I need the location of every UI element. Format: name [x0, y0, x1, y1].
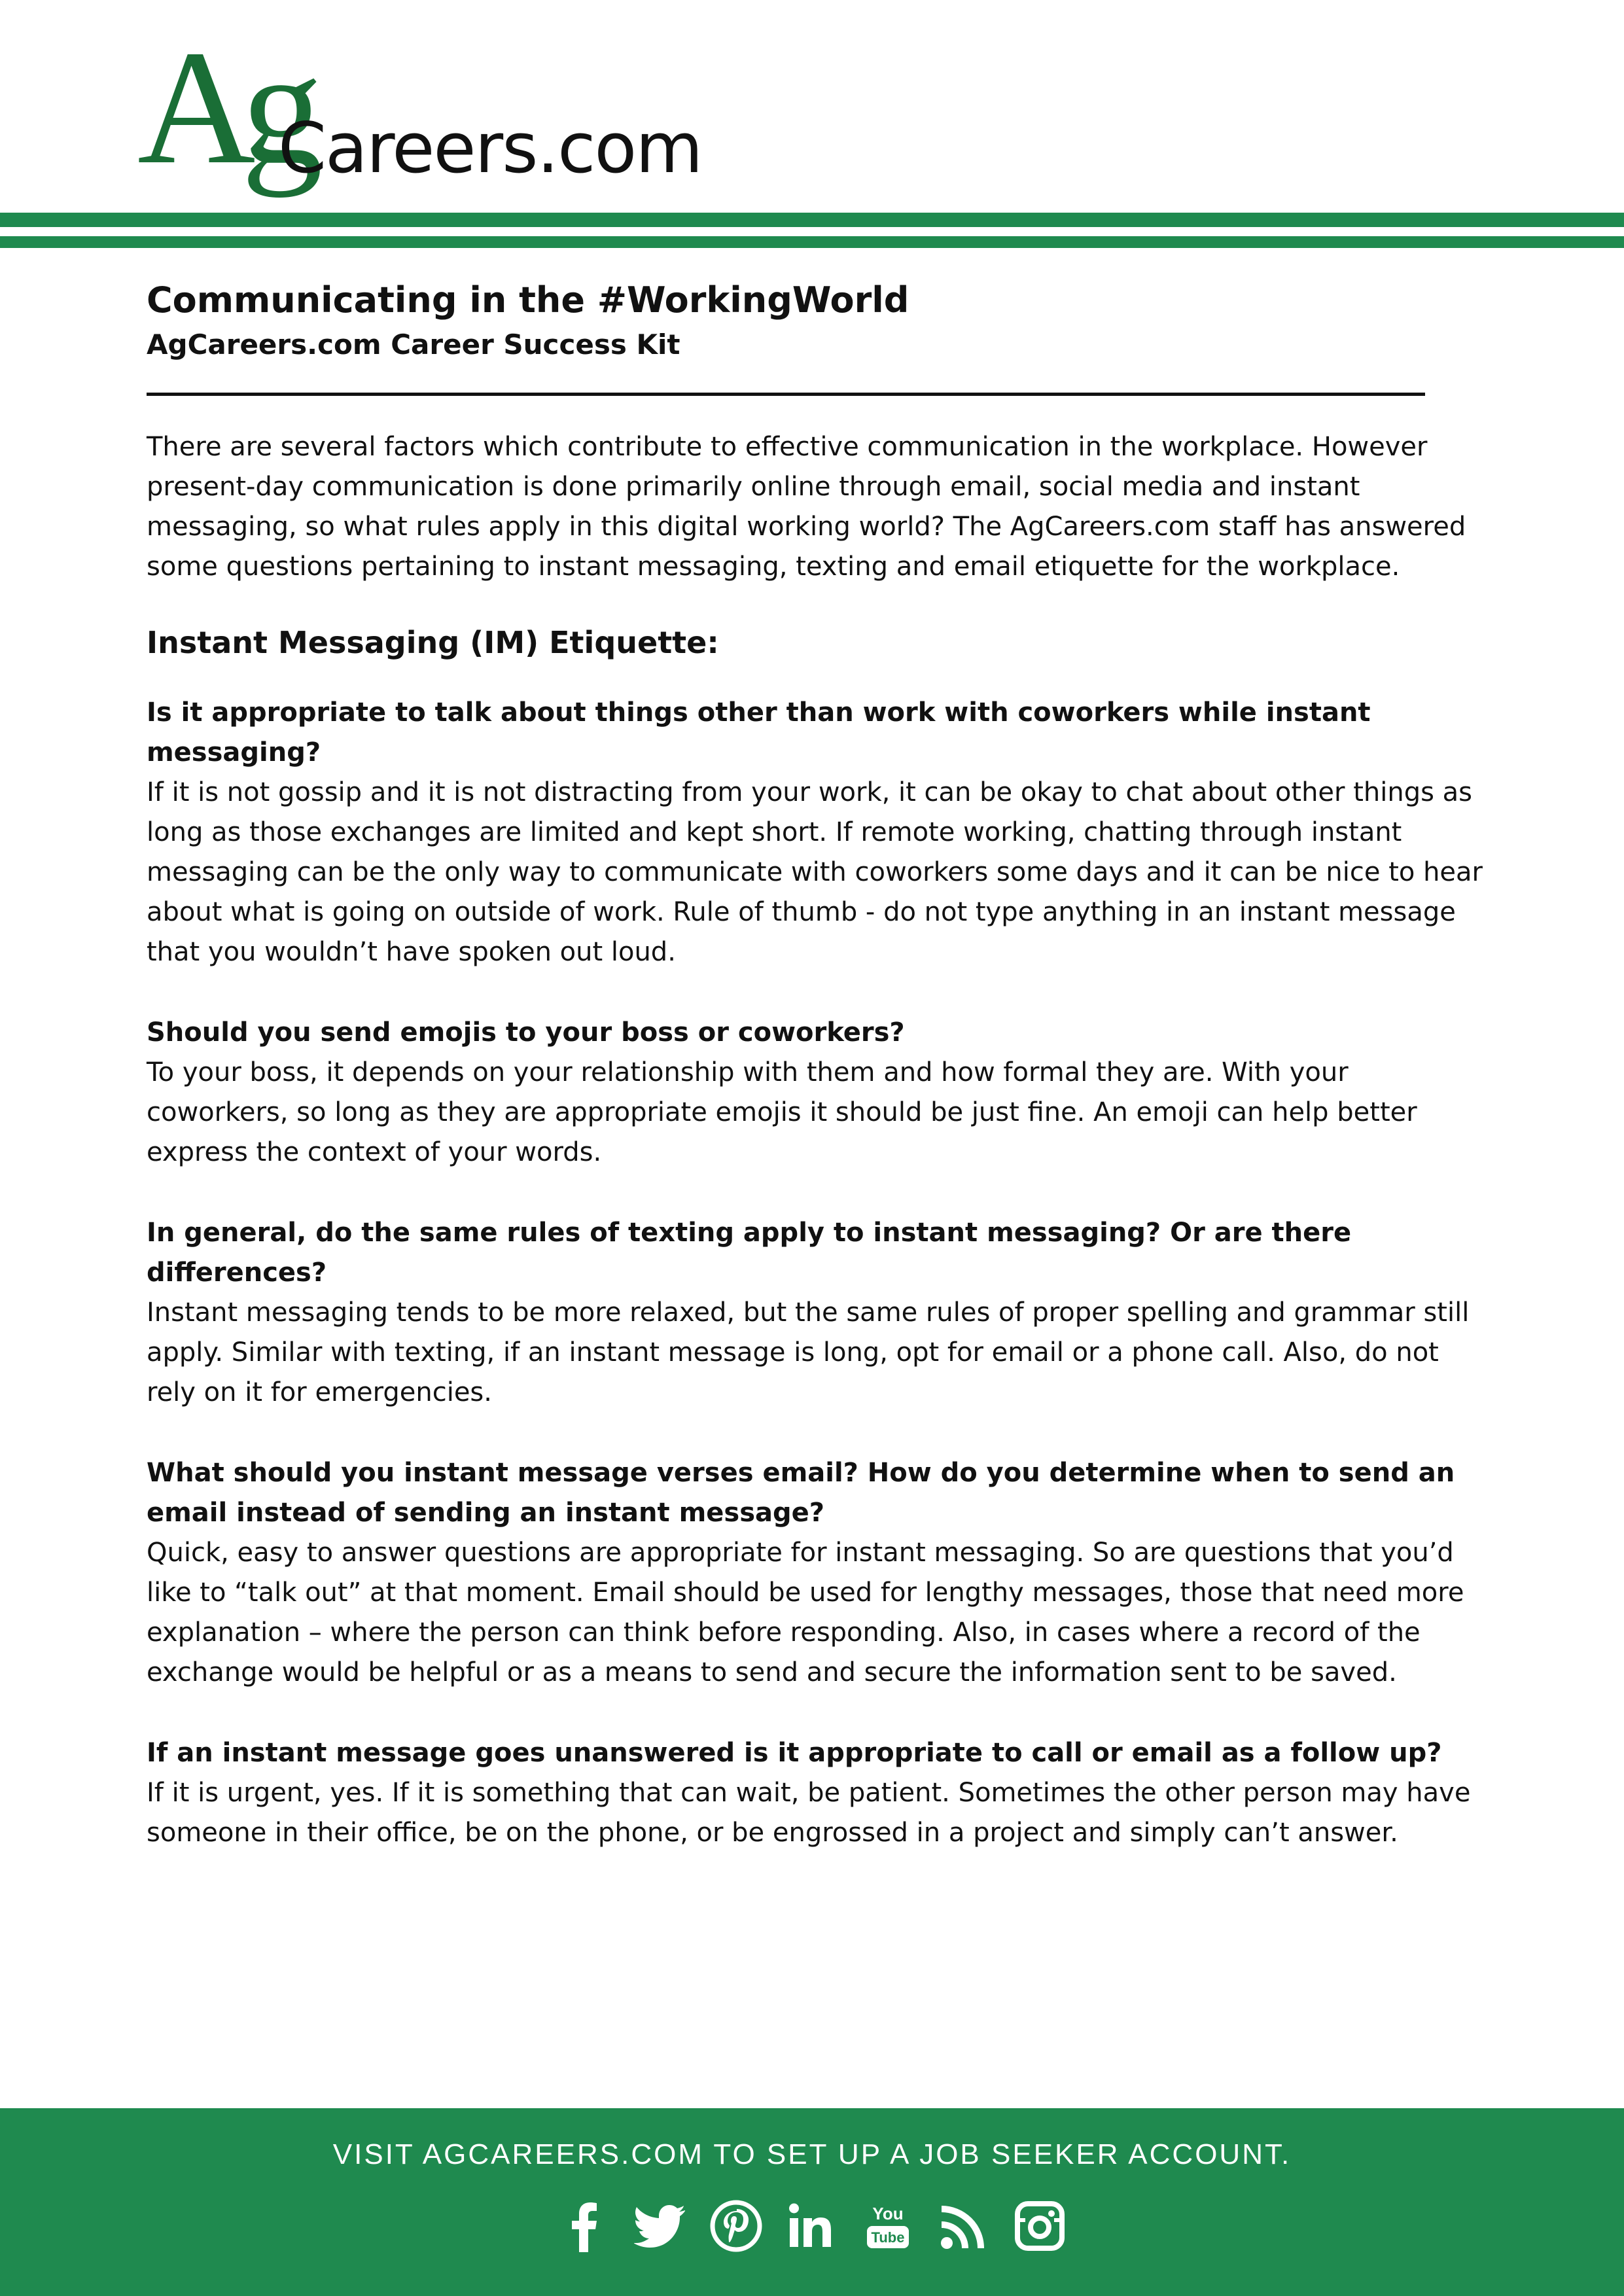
social-icons — [0, 2200, 1624, 2252]
linkedin-icon[interactable] — [786, 2200, 838, 2252]
page-title: Communicating in the #WorkingWorld — [147, 279, 909, 321]
qa-item — [147, 693, 1488, 972]
header-rule-thick — [0, 213, 1624, 227]
qa-item — [147, 1213, 1488, 1413]
youtube-logo-tube-text: Tube — [871, 2229, 905, 2246]
footer-cta-link[interactable]: VISIT AGCAREERS.COM TO SET UP A JOB SEEKER ACCOUNT. — [332, 2138, 1292, 2170]
qa-answer: If it is not gossip and it is not distracting from your work, it can be okay to chat about other things as long as those exchanges are limited and kept short. If remote working, chatting through instant messaging can be the only way to communicate with coworkers some days and it can be nice to hear about what is going on outside of work. Rule of thumb - do not type anything in an instant message that you wouldn’t have spoken out loud. — [147, 777, 1483, 967]
youtube-icon[interactable] — [862, 2200, 914, 2252]
qa-answer: To your boss, it depends on your relationship with them and how formal they are. With your coworkers, so long as they are appropriate emojis it should be just fine. An emoji can help better express the context of your words. — [147, 1057, 1417, 1167]
qa-item — [147, 1733, 1488, 1853]
section-heading: Instant Messaging (IM) Etiquette: — [147, 625, 719, 660]
twitter-icon[interactable] — [634, 2200, 686, 2252]
qa-answer: Quick, easy to answer questions are appropriate for instant messaging. So are questions that you’d like to “talk out” at that moment. Email should be used for lengthy messages, those that need more explanation – where the person can think before responding. Also, in cases where a record of the exchange would be helpful or as a means to send and secure the information sent to be saved. — [147, 1538, 1464, 1687]
qa-item — [147, 1453, 1488, 1693]
page-subtitle: AgCareers.com Career Success Kit — [147, 328, 680, 361]
qa-question: Should you send emojis to your boss or coworkers? — [147, 1017, 905, 1048]
logo-mark: Ag — [137, 17, 309, 198]
title-divider — [147, 393, 1425, 396]
qa-answer: Instant messaging tends to be more relaxed, but the same rules of proper spelling and grammar still apply. Similar with texting, if an instant message is long, opt for email or a phone call. Also, do not rely on it for emergencies. — [147, 1298, 1470, 1407]
qa-answer: If it is urgent, yes. If it is something that can wait, be patient. Sometimes the other person may have someone in their office, be on the phone, or be engrossed in a project and simply can’t answer. — [147, 1778, 1471, 1848]
facebook-icon[interactable] — [558, 2200, 610, 2252]
logo-wordmark: Careers.com — [278, 108, 702, 188]
qa-question: If an instant message goes unanswered is it appropriate to call or email as a follow up? — [147, 1738, 1442, 1768]
qa-question: Is it appropriate to talk about things other than work with coworkers while instant messaging? — [147, 698, 1371, 768]
intro-paragraph: There are several factors which contribute to effective communication in the workplace. However present-day communication is done primarily online through email, social media and instant messaging, so what rules apply in this digital working world? The AgCareers.com staff has answered some questions pertaining to instant messaging, texting and email etiquette for the workplace. — [147, 432, 1466, 582]
instagram-icon[interactable] — [1014, 2200, 1066, 2252]
footer-banner — [0, 2108, 1624, 2296]
header-rule-thin — [0, 236, 1624, 248]
qa-question: In general, do the same rules of texting apply to instant messaging? Or are there differences? — [147, 1218, 1352, 1288]
qa-question: What should you instant message verses email? How do you determine when to send an email instead of sending an instant message? — [147, 1458, 1455, 1528]
youtube-logo-you-text: You — [872, 2204, 904, 2223]
agcareers-logo — [137, 17, 702, 198]
document-body — [147, 275, 1488, 1894]
pinterest-icon[interactable] — [710, 2200, 762, 2252]
rss-icon[interactable] — [938, 2200, 990, 2252]
qa-item — [147, 1013, 1488, 1173]
